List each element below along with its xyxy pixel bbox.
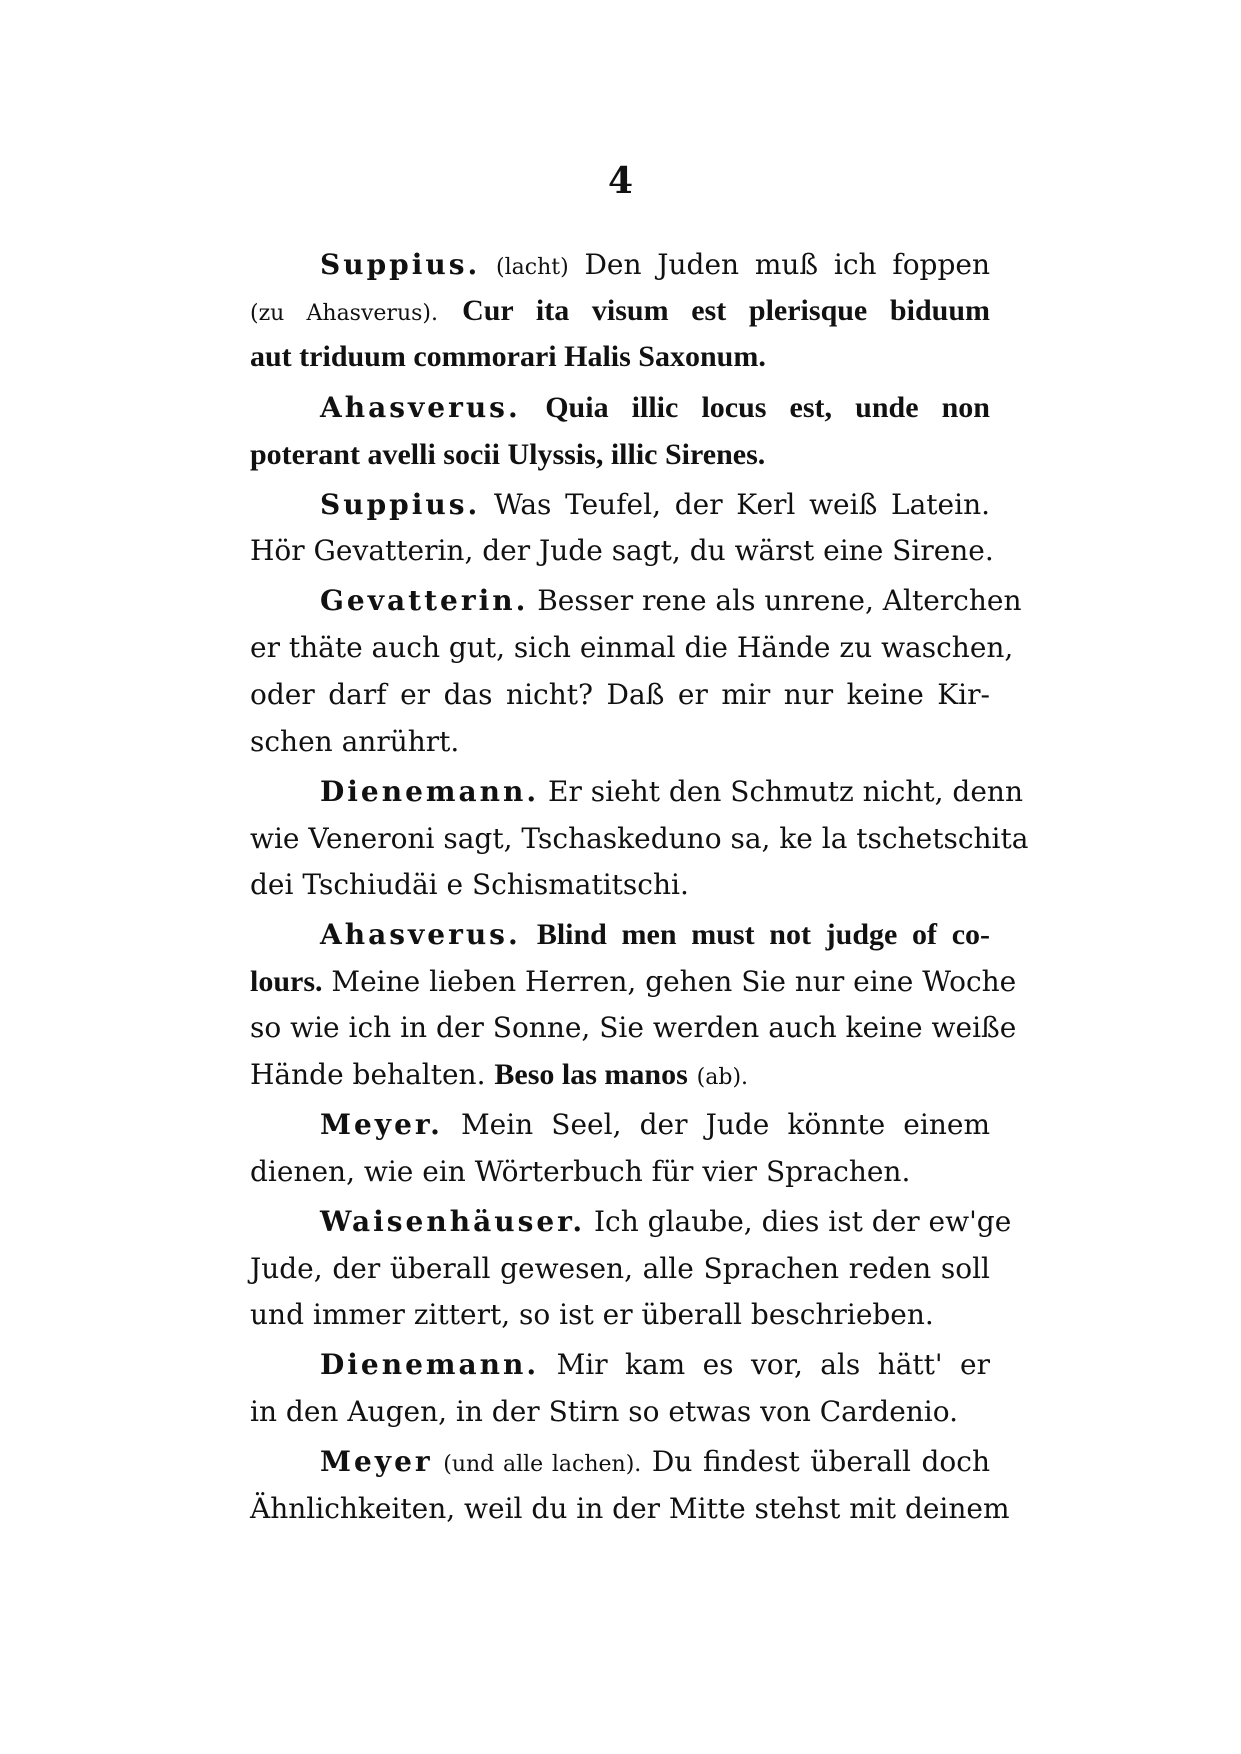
text-line: [250, 294, 990, 328]
line-text: Hör Gevatterin, der Jude sagt, du wärst eine Sirene.: [250, 534, 994, 567]
line-text: Mir kam es vor, als hätt' er: [556, 1348, 990, 1381]
text-line: [320, 248, 990, 282]
text-line: [250, 631, 1014, 665]
line-text: dei Tschiudäi e Schismatitschi.: [250, 868, 689, 901]
stage-direction: (zu Ahasverus).: [250, 301, 438, 326]
line-text: in den Augen, in der Stirn so etwas von Cardenio.: [250, 1395, 959, 1428]
text-line: [320, 1445, 990, 1479]
text-line: [250, 678, 990, 712]
latin-text: Beso las manos: [494, 1058, 688, 1091]
speaker-name: Suppius.: [320, 488, 481, 521]
speaker-name: Meyer: [320, 1445, 433, 1478]
text-line: [250, 1058, 748, 1092]
speaker-name: Ahasverus.: [320, 918, 521, 951]
text-line: [250, 1252, 990, 1286]
text-line: [250, 340, 766, 374]
line-text: Meine lieben Herren, gehen Sie nur eine Woche: [331, 965, 1017, 998]
speaker-name: Waisenhäuser.: [320, 1205, 586, 1238]
speaker-name: Dienemann.: [320, 1348, 540, 1381]
text-line: [320, 488, 990, 522]
speaker-name: Dienemann.: [320, 775, 540, 808]
text-line: [320, 584, 1022, 618]
line-text: Mein Seel, der Jude könnte einem: [460, 1108, 990, 1141]
text-line: [250, 965, 1017, 999]
text-line: [320, 1108, 990, 1142]
latin-text: lours.: [250, 965, 323, 998]
text-line: [250, 868, 689, 902]
speaker-name: Meyer.: [320, 1108, 443, 1141]
speaker-name: Suppius.: [320, 248, 481, 281]
stage-direction: (und alle lachen).: [443, 1452, 642, 1477]
text-line: [250, 1011, 1017, 1045]
speaker-name: Gevatterin.: [320, 584, 529, 617]
line-text: Ähnlichkeiten, weil du in der Mitte stehst mit deinem: [250, 1492, 1010, 1525]
line-text: Ich glaube, dies ist der ew'ge: [594, 1205, 1012, 1238]
text-line: [320, 1348, 990, 1382]
text-line: [250, 1492, 1010, 1526]
speaker-name: Ahasverus.: [320, 391, 521, 424]
latin-text: Quia illic locus est, unde non: [545, 391, 990, 424]
text-line: [250, 1395, 958, 1429]
text-line: [250, 438, 765, 472]
line-text: Was Teufel, der Kerl weiß Latein.: [493, 488, 990, 521]
latin-text: Cur ita visum est plerisque biduum: [462, 294, 990, 327]
line-text: Besser rene als unrene, Alterchen: [537, 584, 1022, 617]
line-text: schen anrührt.: [250, 725, 460, 758]
line-text: Du findest überall doch: [651, 1445, 991, 1478]
line-text: Er sieht den Schmutz nicht, denn: [548, 775, 1023, 808]
text-line: [250, 1155, 910, 1189]
latin-text: poterant avelli socii Ulyssis, illic Sirenes.: [250, 438, 766, 471]
text-line: [320, 775, 1023, 809]
line-text: Hände behalten.: [250, 1058, 486, 1091]
stage-direction: (lacht): [496, 255, 569, 280]
stage-direction: (ab).: [696, 1065, 749, 1090]
latin-text: aut triduum commorari Halis Saxonum.: [250, 340, 766, 373]
text-line: [320, 918, 990, 952]
text-line: [250, 725, 459, 759]
text-line: [320, 391, 990, 425]
text-line: [250, 822, 1029, 856]
text-line: [320, 1205, 1012, 1239]
line-text: dienen, wie ein Wörterbuch für vier Sprachen.: [250, 1155, 911, 1188]
line-text: so wie ich in der Sonne, Sie werden auch keine weiße: [250, 1011, 1017, 1044]
line-text: er thäte auch gut, sich einmal die Hände zu waschen,: [250, 631, 1014, 664]
text-line: [250, 534, 994, 568]
latin-text: Blind men must not judge of co-: [536, 918, 991, 951]
line-text: Den Juden muß ich foppen: [584, 248, 991, 281]
line-text: oder darf er das nicht? Daß er mir nur keine Kir-: [250, 678, 990, 711]
page-number: 4: [607, 160, 634, 202]
line-text: und immer zittert, so ist er überall beschrieben.: [250, 1298, 934, 1331]
line-text: Jude, der überall gewesen, alle Sprachen reden soll: [250, 1252, 990, 1285]
line-text: wie Veneroni sagt, Tschaskeduno sa, ke la tschetschita: [250, 822, 1029, 855]
text-line: [250, 1298, 934, 1332]
